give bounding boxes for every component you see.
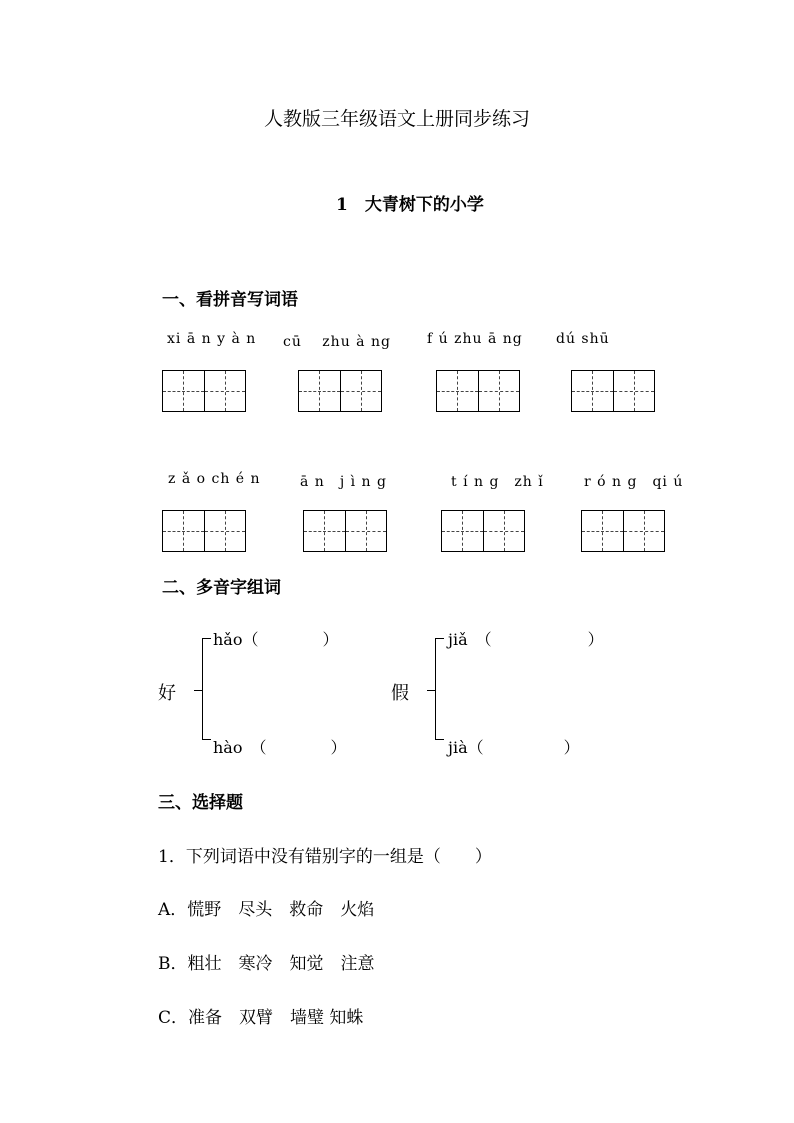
pinyin-label: dú shū [556,331,610,347]
brace [202,638,211,740]
pinyin-label: ā n j ì n g [300,474,387,490]
option-c[interactable]: C．准备 双臂 墙璧 知蛛 [158,1008,364,1028]
brace-tick [194,690,202,691]
option-b[interactable]: B．粗壮 寒冷 知觉 注意 [158,954,375,974]
pinyin-label: cū zhu à ng [283,334,391,350]
page-title: 人教版三年级语文上册同步练习 [263,108,530,130]
writing-grid[interactable] [298,370,382,412]
writing-grid[interactable] [436,370,520,412]
polyphone-char-hao: 好 [158,683,176,704]
pinyin-label: t í n g zh ǐ [451,474,544,490]
writing-grid[interactable] [581,510,665,552]
section-heading-pinyin: 一、看拼音写词语 [162,290,298,310]
option-a[interactable]: A．慌野 尽头 救命 火焰 [158,900,375,920]
section-heading-choice: 三、选择题 [158,793,243,813]
writing-grid[interactable] [303,510,387,552]
polyphone-bottom[interactable]: hào （ ） [213,738,347,757]
polyphone-top[interactable]: jiǎ （ ） [448,630,604,649]
polyphone-top[interactable]: hǎo（ ） [213,630,339,649]
section-heading-polyphone: 二、多音字组词 [162,578,281,598]
brace [435,638,444,740]
writing-grid[interactable] [162,510,246,552]
question: 1．下列词语中没有错别字的一组是（ ） [158,847,492,867]
polyphone-char-jia: 假 [391,683,409,704]
writing-grid[interactable] [571,370,655,412]
pinyin-label: z ǎ o ch é n [168,471,261,487]
brace-tick [427,690,435,691]
pinyin-label: xi ā n y à n [167,331,257,347]
pinyin-label: r ó n g qi ú [584,474,684,490]
writing-grid[interactable] [441,510,525,552]
polyphone-bottom[interactable]: jià（ ） [448,738,580,757]
lesson-title: 1 大青树下的小学 [336,195,484,215]
writing-grid[interactable] [162,370,246,412]
pinyin-label: f ú zhu ā ng [427,331,523,347]
